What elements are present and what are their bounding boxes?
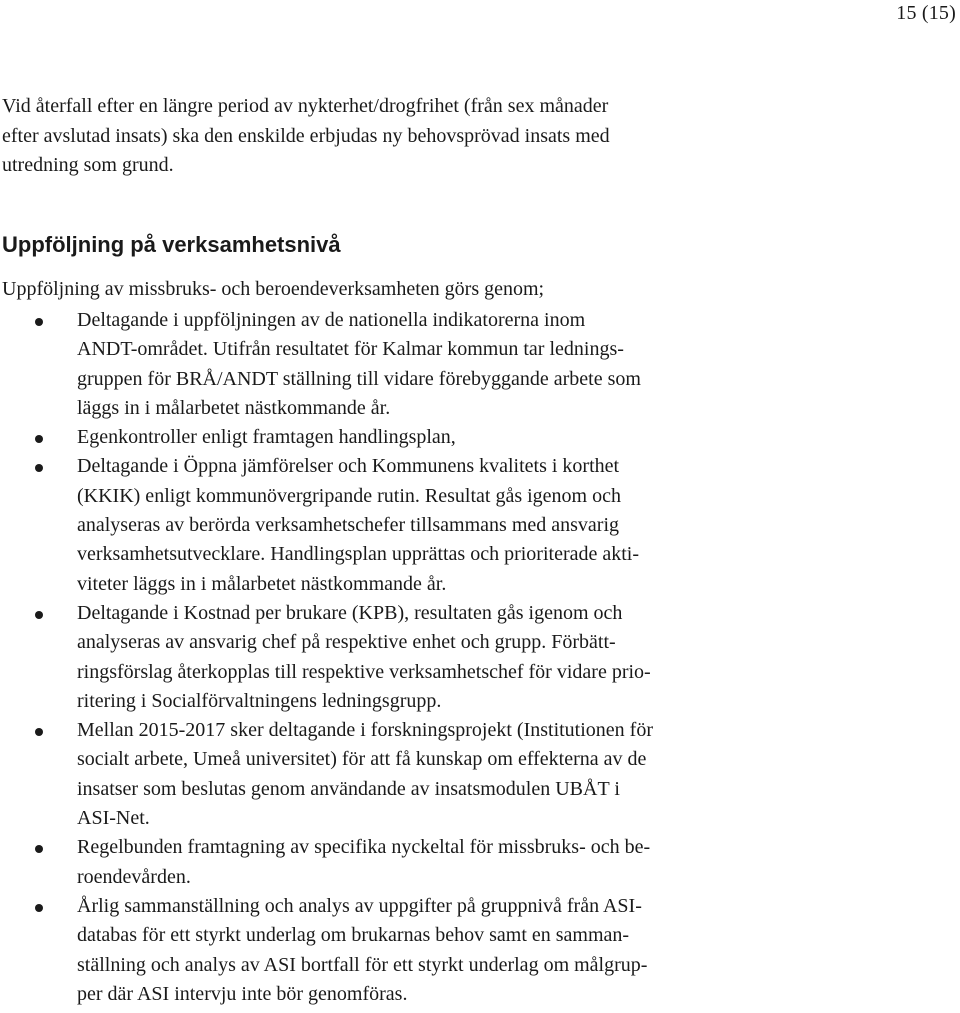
list-item-line: ASI-Net. <box>77 807 150 830</box>
list-item-line: Mellan 2015-2017 sker deltagande i forskningsprojekt (Institutionen för <box>77 719 653 742</box>
list-item-line: databas för ett styrkt underlag om brukarnas behov samt en samman- <box>77 924 630 947</box>
list-item-line: insatser som beslutas genom användande av insatsmodulen UBÅT i <box>77 777 620 800</box>
list-item-line: ringsförslag återkopplas till respektive verksamhetschef för vidare prio- <box>77 660 651 683</box>
bullet-icon <box>35 728 43 736</box>
list-item-line: ritering i Socialförvaltningens ledningsgrupp. <box>77 689 442 712</box>
section-lead: Uppföljning av missbruks- och beroendeverksamheten görs genom; <box>2 278 545 300</box>
bullet-icon <box>35 435 43 443</box>
bullet-icon <box>35 464 43 472</box>
section-heading: Uppföljning på verksamhetsnivå <box>2 232 341 257</box>
bullet-icon <box>35 904 43 912</box>
list-item-line: läggs in i målarbetet nästkommande år. <box>77 396 391 419</box>
intro-line: efter avslutad insats) ska den enskilde erbjudas ny behovsprövad insats med <box>2 124 610 147</box>
list-item-line: Regelbunden framtagning av specifika nyckeltal för missbruks- och be- <box>77 836 651 859</box>
list-item <box>0 716 900 833</box>
list-item <box>0 833 900 892</box>
list-item-line: Deltagande i Kostnad per brukare (KPB), resultaten gås igenom och <box>77 601 623 624</box>
list-item-line: socialt arbete, Umeå universitet) för att få kunskap om effekterna av de <box>77 748 647 771</box>
list-item <box>0 452 900 598</box>
list-item-line: roendevården. <box>77 865 191 888</box>
list-item-line: viteter läggs in i målarbetet nästkommande år. <box>77 572 447 595</box>
list-item-line: gruppen för BRÅ/ANDT ställning till vidare förebyggande arbete som <box>77 367 641 390</box>
intro-line: utredning som grund. <box>2 154 174 176</box>
list-item-line: analyseras av berörda verksamhetschefer tillsammans med ansvarig <box>77 514 620 537</box>
bullet-icon <box>35 318 43 326</box>
list-item <box>0 423 900 452</box>
bullet-icon <box>35 611 43 619</box>
page-number: 15 (15) <box>896 2 956 24</box>
list-item-line: Årlig sammanställning och analys av uppgifter på gruppnivå från ASI- <box>77 894 642 917</box>
list-item-line: (KKIK) enligt kommunövergripande rutin. Resultat gås igenom och <box>77 484 621 507</box>
list-item <box>0 892 900 1009</box>
list-item-line: analyseras av ansvarig chef på respektive enhet och grupp. Förbätt- <box>77 631 616 654</box>
list-item-line: ställning och analys av ASI bortfall för ett styrkt underlag om målgrup- <box>77 953 648 976</box>
intro-paragraph <box>2 92 882 181</box>
list-item <box>0 306 900 423</box>
list-item-line: Deltagande i Öppna jämförelser och Kommunens kvalitets i korthet <box>77 455 620 478</box>
list-item-line: verksamhetsutvecklare. Handlingsplan upprättas och prioriterade akti- <box>77 543 640 566</box>
follow-up-list <box>0 306 900 1009</box>
list-item-line: ANDT-området. Utifrån resultatet för Kalmar kommun tar lednings- <box>77 338 624 361</box>
list-item-line: Egenkontroller enligt framtagen handlingsplan, <box>77 426 456 449</box>
list-item-line: Deltagande i uppföljningen av de nationella indikatorerna inom <box>77 309 586 331</box>
list-item <box>0 599 900 716</box>
intro-line: Vid återfall efter en längre period av nykterhet/drogfrihet (från sex månader <box>2 95 609 117</box>
list-item-line: per där ASI intervju inte bör genomföras. <box>77 982 408 1005</box>
bullet-icon <box>35 845 43 853</box>
